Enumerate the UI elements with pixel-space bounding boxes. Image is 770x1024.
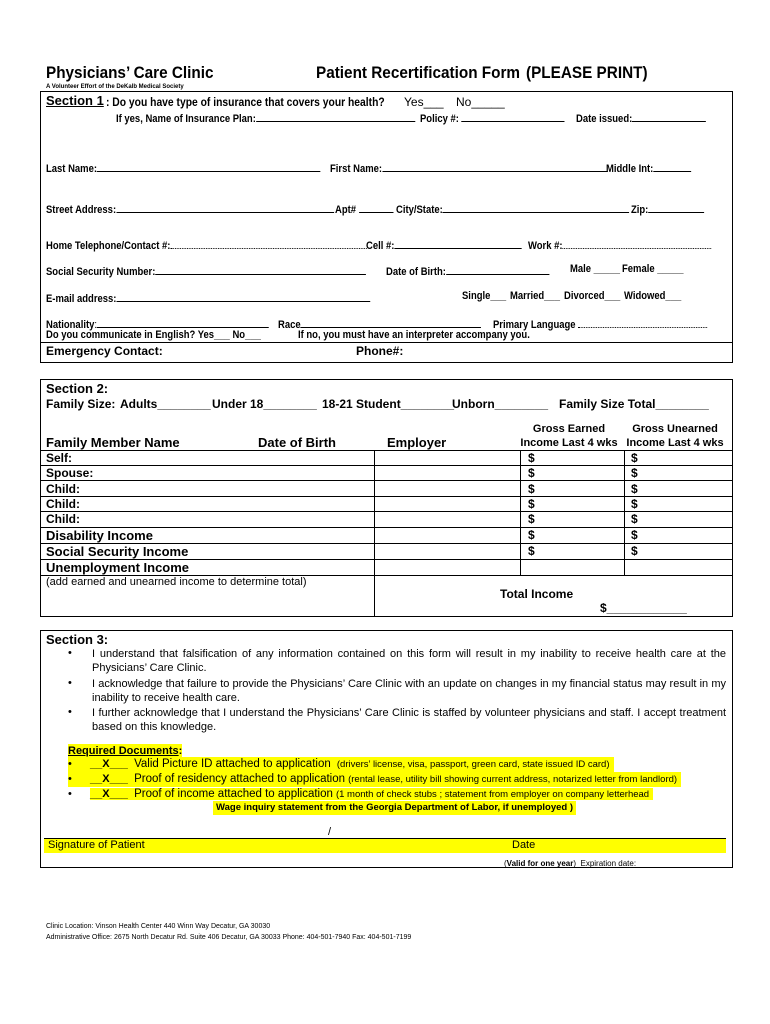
- work-text: Work #:: [528, 240, 563, 252]
- doc-2-detail: (rental lease, utility bill showing current address, notarized letter from landlord): [348, 774, 678, 785]
- married-option[interactable]: Married___: [510, 290, 560, 302]
- add-income-note: (add earned and unearned income to determine total): [46, 576, 307, 588]
- col-employer: Employer: [387, 435, 447, 450]
- work-label: [528, 237, 711, 252]
- signature-row[interactable]: [44, 839, 726, 853]
- cell-label: [366, 237, 522, 252]
- acknowledgement-3: I further acknowledge that I understand the Physicians’ Care Clinic is staffed by volunteer physicians and staff. I accept treatment based on this knowledge.: [92, 707, 726, 733]
- under18-field[interactable]: Under 18________: [212, 397, 317, 411]
- policy-text: Policy #:: [420, 113, 459, 125]
- row-social-security: Social Security Income: [46, 544, 189, 559]
- doc-3-main: Proof of income attached to application: [134, 788, 333, 800]
- nationality-text: Nationality: [46, 319, 95, 331]
- gross-earned-header-1: Gross Earned: [532, 423, 606, 435]
- insurance-plan-text: If yes, Name of Insurance Plan:: [116, 113, 256, 125]
- emergency-phone-label: Phone#:: [356, 344, 404, 358]
- date-label: Date: [512, 839, 536, 851]
- interpreter-note: If no, you must have an interpreter accompany you.: [298, 329, 530, 341]
- insurance-yes[interactable]: Yes___: [404, 95, 444, 109]
- date-issued-label: [576, 110, 706, 125]
- tagline: A Volunteer Effort of the DeKalb Medical Society: [46, 84, 184, 90]
- section2-label: Section 2:: [46, 381, 109, 396]
- zip-field[interactable]: [648, 201, 704, 213]
- nationality-field[interactable]: [97, 316, 269, 328]
- doc-3-detail: (1 month of check stubs ; statement from employer on company letterhead: [335, 789, 650, 800]
- earned-dollar-2[interactable]: $: [528, 466, 535, 480]
- policy-label: [420, 110, 565, 125]
- unearned-dollar-5[interactable]: $: [631, 512, 638, 526]
- doc-2-main: Proof of residency attached to application: [134, 773, 346, 785]
- divorced-option[interactable]: Divorced___: [564, 290, 621, 302]
- english-question: Do you communicate in English? Yes___ No___: [46, 329, 261, 341]
- form-title: Patient Recertification Form: [316, 63, 521, 82]
- date-issued-text: Date issued:: [576, 113, 633, 125]
- first-name-label: [330, 160, 607, 175]
- unearned-dollar-2[interactable]: $: [631, 466, 638, 480]
- earned-dollar-1[interactable]: $: [528, 451, 535, 465]
- validity-note: (Valid for one year) Expiration date:__________________: [504, 859, 717, 868]
- total-income-field[interactable]: $____________: [600, 601, 687, 615]
- emergency-contact-label: Emergency Contact:: [46, 344, 163, 358]
- unearned-dollar-1[interactable]: $: [631, 451, 638, 465]
- ssn-label: [46, 263, 366, 278]
- race-field[interactable]: [301, 316, 482, 328]
- street-field[interactable]: [116, 201, 334, 213]
- valid-one-year: Valid for one year: [506, 859, 574, 868]
- wage-inquiry-note: Wage inquiry statement from the Georgia Department of Labor, if unemployed ): [213, 801, 576, 815]
- widowed-option[interactable]: Widowed___: [624, 290, 682, 302]
- apt-field[interactable]: [359, 201, 393, 213]
- section3-label: Section 3:: [46, 632, 109, 647]
- home-phone-field[interactable]: [170, 237, 366, 249]
- gross-unearned-header-1: Gross Unearned: [632, 423, 718, 435]
- row-spouse: Spouse:: [46, 466, 94, 480]
- grid-h-0: [40, 450, 733, 451]
- admin-office: Administrative Office: 2675 North Decatur Rd. Suite 406 Decatur, GA 30033 Phone: 404-501-7940 Fax: 404-501-7199: [46, 934, 412, 941]
- row-child-2: Child:: [46, 497, 80, 511]
- unearned-dollar-7[interactable]: $: [631, 544, 638, 558]
- single-option[interactable]: Single___: [462, 290, 507, 302]
- home-phone-label: [46, 237, 366, 252]
- city-state-text: City/State:: [396, 204, 443, 216]
- street-label: [46, 201, 334, 216]
- cell-text: Cell #:: [366, 240, 395, 252]
- work-field[interactable]: [563, 237, 712, 249]
- family-size-label: Family Size:: [46, 397, 116, 411]
- home-phone-text: Home Telephone/Contact #:: [46, 240, 171, 252]
- last-name-field[interactable]: [97, 160, 321, 172]
- earned-dollar-4[interactable]: $: [528, 497, 535, 511]
- col-family-member: Family Member Name: [46, 435, 180, 450]
- total-income-label: Total Income: [500, 587, 574, 601]
- insurance-no[interactable]: No_____: [456, 95, 505, 109]
- city-state-field[interactable]: [443, 201, 630, 213]
- grid-v-unearned: [624, 450, 625, 576]
- row-unemployment: Unemployment Income: [46, 560, 190, 575]
- primary-language-field[interactable]: [578, 316, 707, 328]
- earned-dollar-7[interactable]: $: [528, 544, 535, 558]
- doc-1-detail: (drivers’ license, visa, passport, green card, state issued ID card): [336, 759, 610, 770]
- email-text: E-mail address:: [46, 293, 117, 305]
- required-docs-text: Required Documents: [68, 745, 179, 757]
- insurance-question: : Do you have type of insurance that covers your health?: [106, 95, 385, 109]
- female-option[interactable]: Female _____: [622, 263, 684, 275]
- row-disability: Disability Income: [46, 528, 153, 543]
- primary-language-text: Primary Language: [493, 319, 576, 331]
- doc-3-mark[interactable]: __X___: [90, 788, 128, 800]
- bullet-3-icon: •: [68, 706, 72, 718]
- doc-income[interactable]: [68, 787, 653, 802]
- student-field[interactable]: 18-21 Student________: [322, 397, 455, 411]
- zip-label: [631, 201, 704, 216]
- middle-int-field[interactable]: [653, 160, 691, 172]
- earned-dollar-6[interactable]: $: [528, 528, 535, 542]
- dob-text: Date of Birth:: [386, 266, 446, 278]
- emergency-divider: [40, 342, 733, 343]
- grid-v-earned: [520, 450, 521, 576]
- col-dob: Date of Birth: [258, 435, 336, 450]
- grid-h-4: [40, 511, 733, 512]
- first-name-field[interactable]: [382, 160, 607, 172]
- last-name-label: [46, 160, 321, 175]
- grid-h-3: [40, 496, 733, 497]
- doc-2-mark[interactable]: __X___: [90, 773, 128, 785]
- grid-h-2: [40, 480, 733, 481]
- doc-3-bullet-icon: •: [68, 788, 72, 800]
- doc-3-highlight: [90, 788, 653, 800]
- gross-earned-header-2: Income Last 4 wks: [520, 437, 618, 449]
- required-docs-heading: Required Documents:: [68, 745, 183, 757]
- doc-1-mark[interactable]: __X___: [90, 758, 128, 770]
- apt-text: Apt#: [335, 204, 357, 216]
- acknowledgement-2: I acknowledge that failure to provide the Physicians’ Care Clinic with an update on changes in my financial status may result in my inability to receive health care.: [92, 678, 726, 704]
- acknowledgement-1: I understand that falsification of any information contained on this form will result in my inability to receive health care at the Physicians’ Care Clinic.: [92, 648, 726, 674]
- row-self: Self:: [46, 451, 73, 465]
- zip-text: Zip:: [631, 204, 649, 216]
- row-child-3: Child:: [46, 512, 80, 526]
- please-print: (PLEASE PRINT): [526, 63, 648, 82]
- middle-int-label: [606, 160, 691, 175]
- date-issued-field[interactable]: [632, 110, 706, 122]
- unearned-dollar-4[interactable]: $: [631, 497, 638, 511]
- signature-slash: /: [328, 826, 332, 838]
- policy-field[interactable]: [462, 110, 565, 122]
- family-size-total-field[interactable]: Family Size Total________: [559, 397, 709, 411]
- unearned-dollar-6[interactable]: $: [631, 528, 638, 542]
- race-text: Race: [278, 319, 301, 331]
- unborn-field[interactable]: Unborn________: [452, 397, 549, 411]
- email-label: [46, 290, 370, 305]
- grid-v-employer: [374, 450, 375, 617]
- adults-field[interactable]: Adults________: [120, 397, 211, 411]
- doc-residency[interactable]: [68, 772, 681, 787]
- earned-dollar-3[interactable]: $: [528, 482, 535, 496]
- section1-label: Section 1: [46, 93, 104, 108]
- unearned-dollar-3[interactable]: $: [631, 482, 638, 496]
- street-text: Street Address:: [46, 204, 117, 216]
- doc-2-bullet-icon: •: [68, 773, 72, 785]
- row-child-1: Child:: [46, 482, 80, 496]
- doc-1-bullet-icon: •: [68, 758, 72, 770]
- signature-label: Signature of Patient: [48, 839, 145, 851]
- gross-unearned-header-2: Income Last 4 wks: [626, 437, 724, 449]
- earned-dollar-5[interactable]: $: [528, 512, 535, 526]
- doc-1-main: Valid Picture ID attached to application: [134, 758, 331, 770]
- insurance-plan-label: [116, 110, 415, 125]
- last-name-text: Last Name:: [46, 163, 97, 175]
- clinic-name: Physicians’ Care Clinic: [46, 63, 214, 82]
- bullet-1-icon: •: [68, 647, 72, 659]
- expiration-date-field[interactable]: Expiration date:__________________: [580, 859, 717, 868]
- insurance-plan-field[interactable]: [256, 110, 415, 122]
- grid-h-1: [40, 465, 733, 466]
- doc-picture-id[interactable]: [68, 757, 614, 772]
- apt-label: [335, 201, 393, 216]
- ssn-field[interactable]: [155, 263, 366, 275]
- male-option[interactable]: Male _____: [570, 263, 620, 275]
- cell-field[interactable]: [394, 237, 521, 249]
- dob-field[interactable]: [446, 263, 549, 275]
- email-field[interactable]: [116, 290, 370, 302]
- nationality-label: Nationality:: [46, 316, 269, 331]
- first-name-text: First Name:: [330, 163, 383, 175]
- city-state-label: [396, 201, 629, 216]
- bullet-2-icon: •: [68, 677, 72, 689]
- middle-int-text: Middle Int:: [606, 163, 654, 175]
- dob-label: [386, 263, 549, 278]
- ssn-text: Social Security Number:: [46, 266, 156, 278]
- clinic-location: Clinic Location: Vinson Health Center 440 Winn Way Decatur, GA 30030: [46, 923, 271, 930]
